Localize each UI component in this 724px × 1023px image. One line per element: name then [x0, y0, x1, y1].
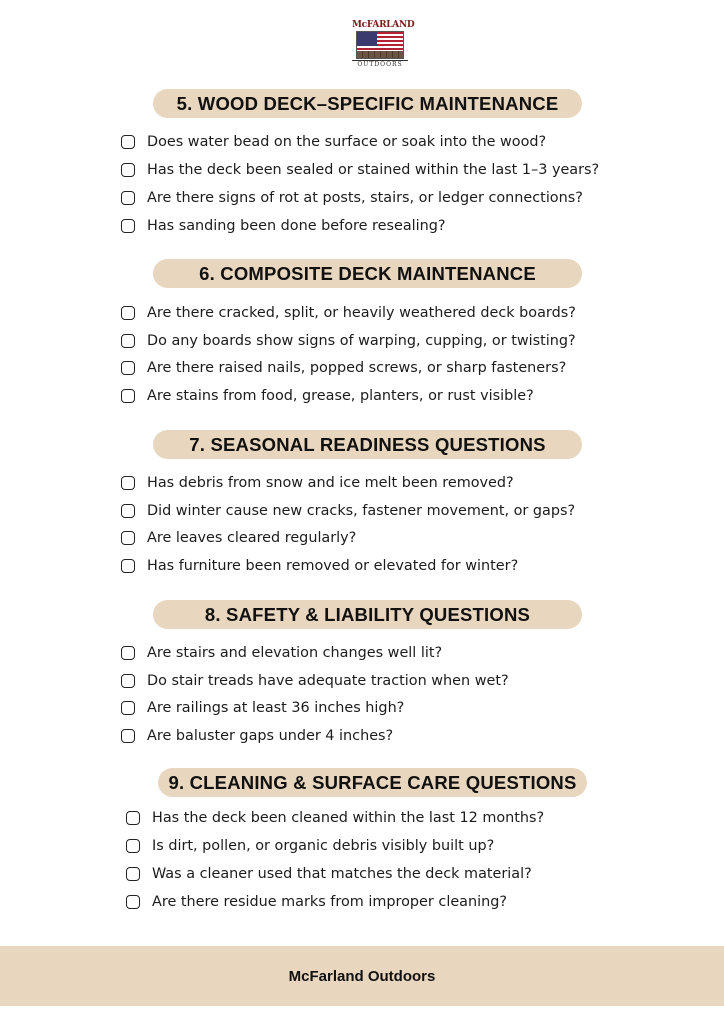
- checkbox[interactable]: [121, 389, 135, 403]
- checkbox[interactable]: [121, 306, 135, 320]
- checkbox[interactable]: [121, 504, 135, 518]
- checkbox[interactable]: [121, 219, 135, 233]
- checkbox[interactable]: [121, 674, 135, 688]
- checklist-item[interactable]: [121, 473, 514, 493]
- checklist-item-label: Is dirt, pollen, or organic debris visibly built up?: [152, 838, 495, 854]
- checklist-item-label: Do any boards show signs of warping, cupping, or twisting?: [147, 333, 576, 349]
- checkbox[interactable]: [121, 135, 135, 149]
- checklist-item[interactable]: [121, 501, 575, 521]
- checklist-item-label: Are railings at least 36 inches high?: [147, 700, 405, 716]
- checkbox[interactable]: [121, 531, 135, 545]
- checklist-item[interactable]: [121, 303, 576, 323]
- checkbox[interactable]: [121, 729, 135, 743]
- checklist-item-label: Are there residue marks from improper cleaning?: [152, 894, 508, 910]
- checkbox[interactable]: [126, 839, 140, 853]
- checklist-item[interactable]: [121, 556, 518, 576]
- checkbox[interactable]: [121, 191, 135, 205]
- checklist-item-label: Has debris from snow and ice melt been removed?: [147, 475, 514, 491]
- checklist-item[interactable]: [121, 671, 509, 691]
- logo-top-text: McFARLAND: [352, 20, 415, 30]
- checklist-item-label: Are leaves cleared regularly?: [147, 530, 357, 546]
- flag-icon: [356, 31, 404, 59]
- checklist-item-label: Are there signs of rot at posts, stairs, or ledger connections?: [147, 190, 583, 206]
- checkbox[interactable]: [121, 646, 135, 660]
- checklist-item-label: Are stains from food, grease, planters, or rust visible?: [147, 388, 534, 404]
- checklist-item-label: Was a cleaner used that matches the deck material?: [152, 866, 532, 882]
- checklist-item-label: Does water bead on the surface or soak into the wood?: [147, 134, 547, 150]
- checklist-item-label: Has furniture been removed or elevated for winter?: [147, 558, 519, 574]
- checklist-item-label: Are there cracked, split, or heavily weathered deck boards?: [147, 305, 576, 321]
- checkbox[interactable]: [121, 163, 135, 177]
- checklist-item[interactable]: [126, 836, 494, 856]
- logo-bottom-text: OUTDOORS: [352, 60, 408, 68]
- checkbox[interactable]: [126, 811, 140, 825]
- checklist-item[interactable]: [121, 358, 566, 378]
- checklist-item[interactable]: [126, 892, 507, 912]
- checkbox[interactable]: [121, 334, 135, 348]
- section-title: 7. SEASONAL READINESS QUESTIONS: [153, 430, 582, 459]
- checklist-item-label: Has sanding been done before resealing?: [147, 218, 446, 234]
- section-title: 8. SAFETY & LIABILITY QUESTIONS: [153, 600, 582, 629]
- checklist-item[interactable]: [121, 331, 576, 351]
- checklist-item-label: Has the deck been cleaned within the last 12 months?: [152, 810, 545, 826]
- checklist-item[interactable]: [121, 188, 583, 208]
- checkbox[interactable]: [121, 361, 135, 375]
- checklist-item-label: Are stairs and elevation changes well lit?: [147, 645, 443, 661]
- checklist-item-label: Are there raised nails, popped screws, or sharp fasteners?: [147, 360, 567, 376]
- checklist-item[interactable]: [126, 808, 544, 828]
- checklist-item[interactable]: [121, 216, 446, 236]
- checklist-item-label: Do stair treads have adequate traction when wet?: [147, 673, 509, 689]
- checklist-item[interactable]: [121, 643, 442, 663]
- footer-company-name: McFarland Outdoors: [288, 967, 436, 985]
- checklist-item[interactable]: [121, 160, 599, 180]
- section-title: 9. CLEANING & SURFACE CARE QUESTIONS: [158, 768, 587, 797]
- checkbox[interactable]: [121, 701, 135, 715]
- checklist-item-label: Are baluster gaps under 4 inches?: [147, 728, 394, 744]
- checklist-item[interactable]: [121, 386, 534, 406]
- footer-bar: [0, 946, 724, 1006]
- checklist-item-label: Did winter cause new cracks, fastener movement, or gaps?: [147, 503, 576, 519]
- checklist-item[interactable]: [121, 698, 404, 718]
- checkbox[interactable]: [126, 895, 140, 909]
- section-title: 6. COMPOSITE DECK MAINTENANCE: [153, 259, 582, 288]
- checkbox[interactable]: [121, 476, 135, 490]
- section-title: 5. WOOD DECK–SPECIFIC MAINTENANCE: [153, 89, 582, 118]
- checklist-item[interactable]: [121, 726, 393, 746]
- checklist-item[interactable]: [121, 528, 356, 548]
- checklist-item-label: Has the deck been sealed or stained within the last 1–3 years?: [147, 162, 600, 178]
- checkbox[interactable]: [126, 867, 140, 881]
- checklist-item[interactable]: [126, 864, 532, 884]
- checklist-item[interactable]: [121, 132, 546, 152]
- company-logo: [352, 20, 415, 70]
- checkbox[interactable]: [121, 559, 135, 573]
